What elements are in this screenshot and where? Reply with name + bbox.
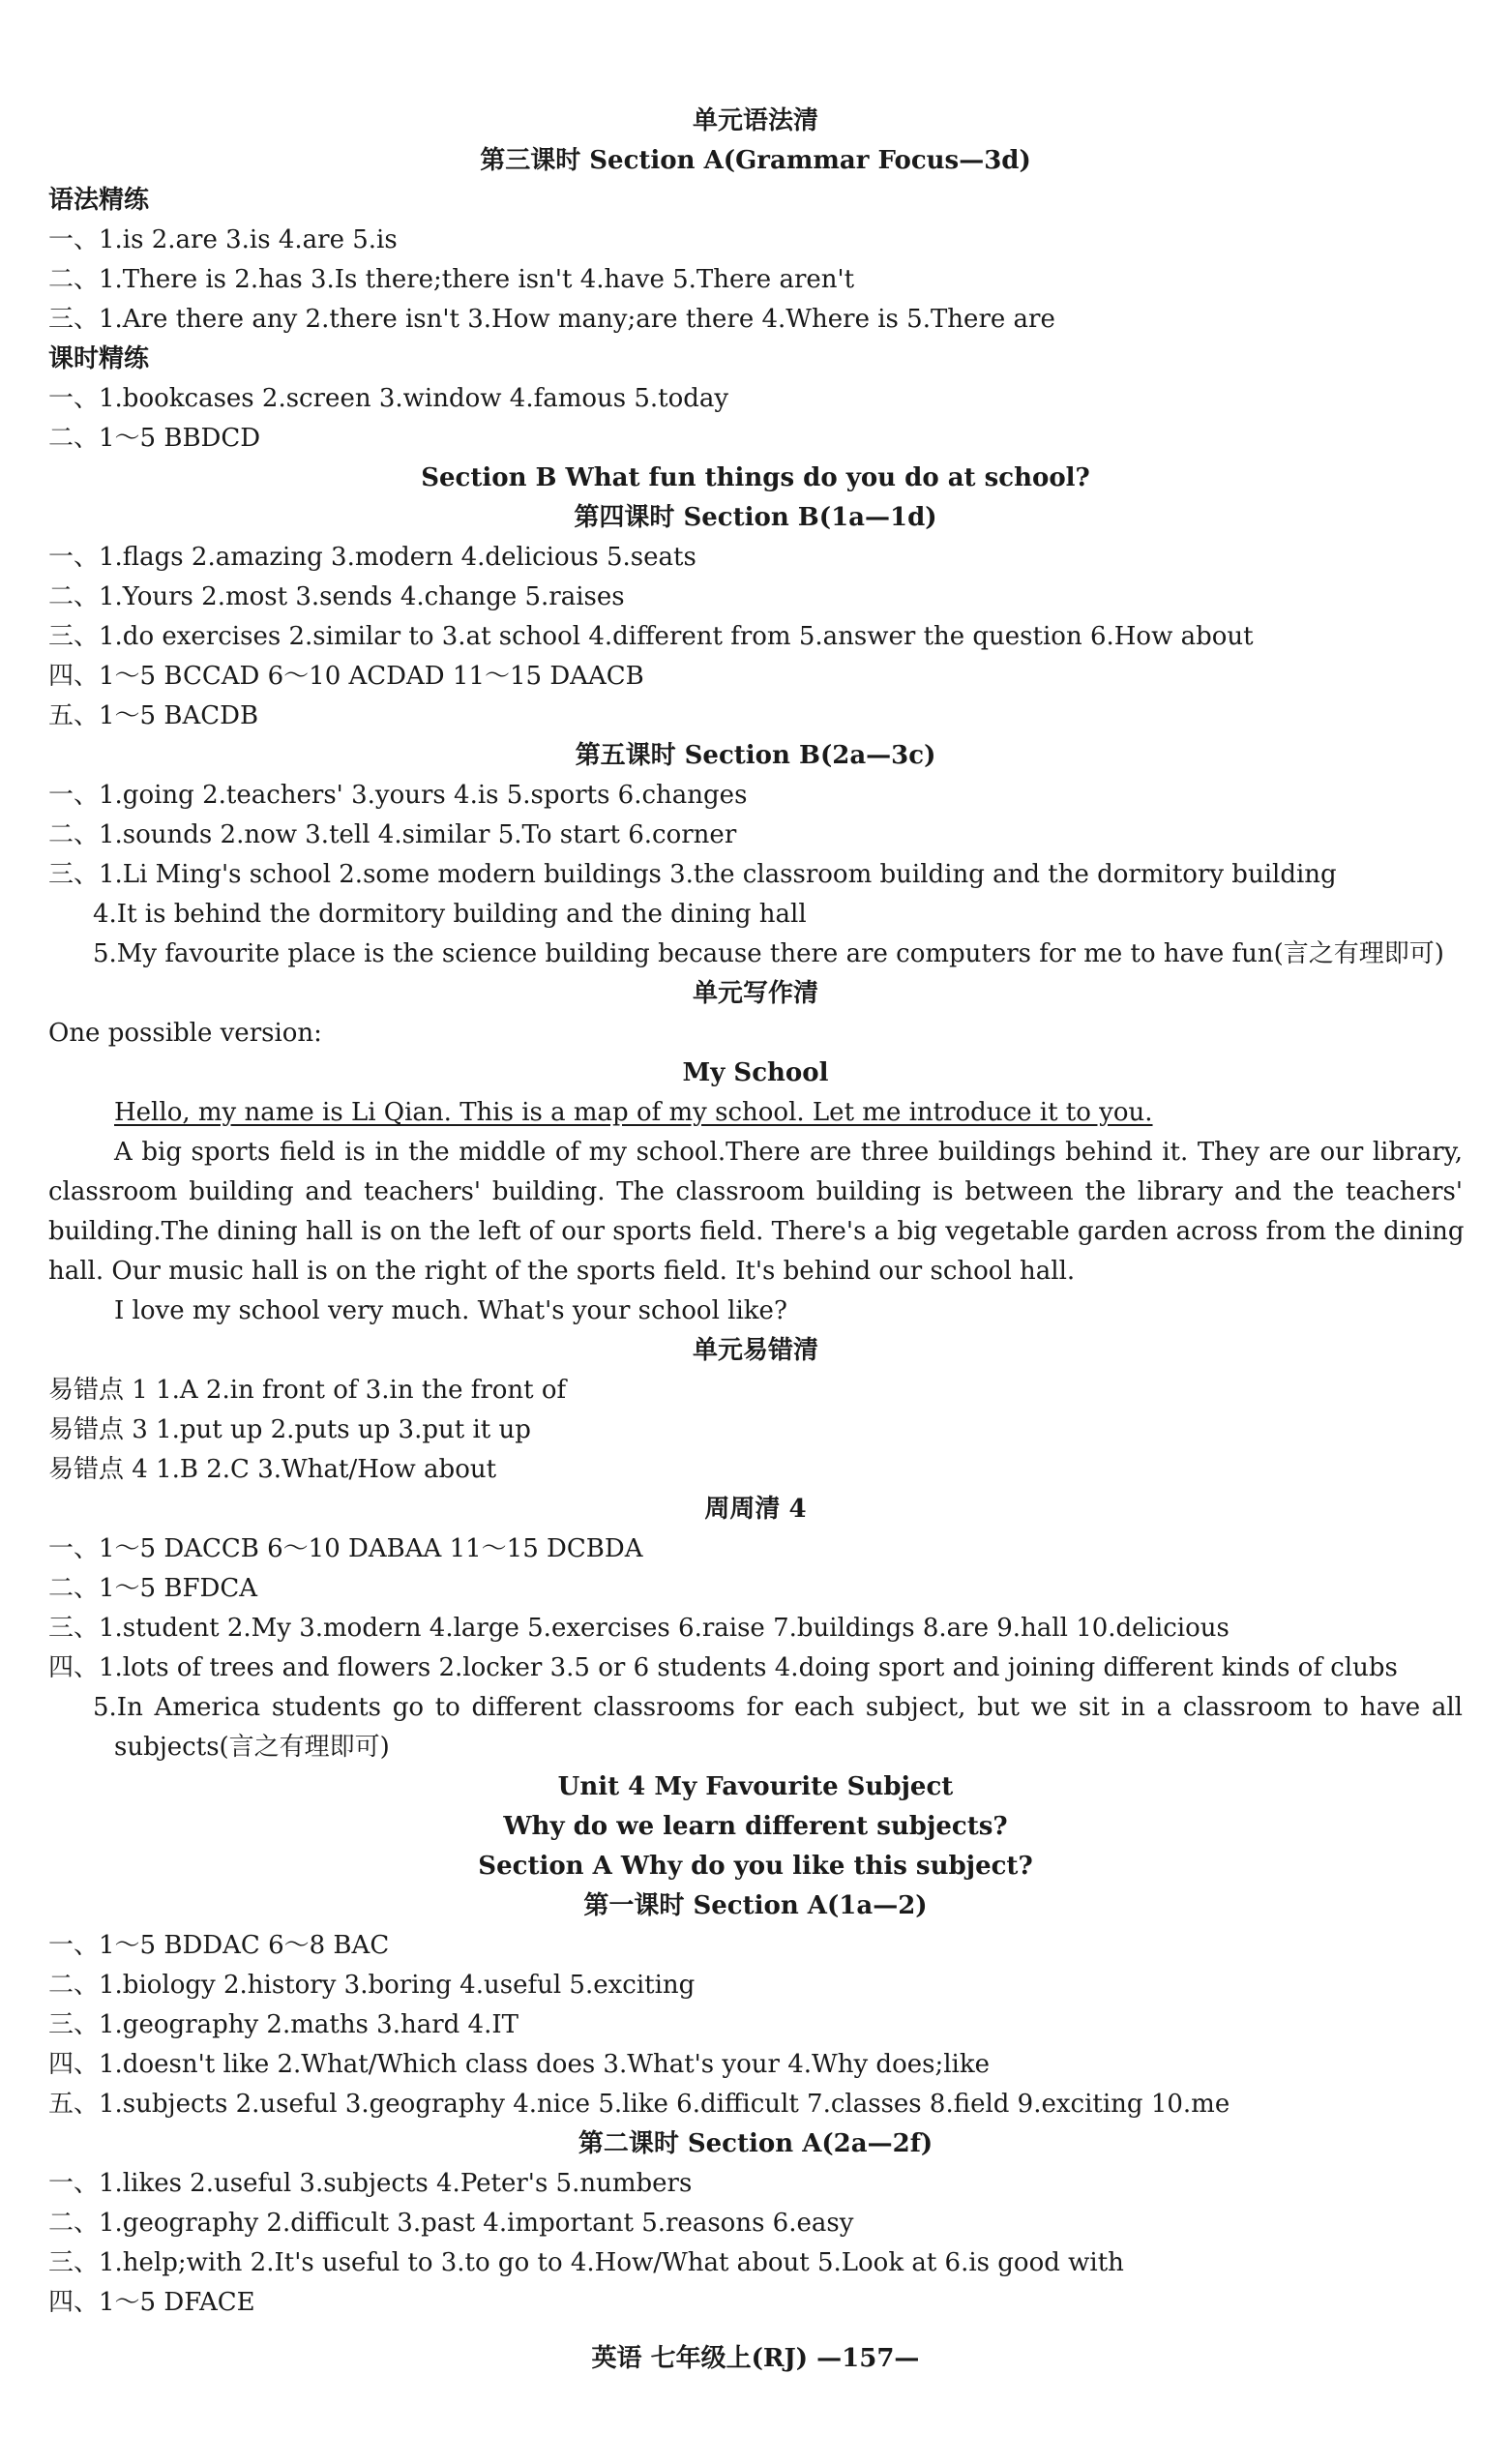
answer-line: 5.In America students go to different classrooms for each subject, but we sit in a classroom to have all [93,1693,1463,1722]
essay-line: A big sports field is in the middle of my school.There are three buildings behind it. They are our library, [114,1138,1463,1167]
unit-4-question: Why do we learn different subjects? [503,1812,1008,1841]
answer-line: 一、1.likes 2.useful 3.subjects 4.Peter's 5.numbers [48,2169,693,2198]
mistake-point-line: 易错点 3 1.put up 2.puts up 3.put it up [48,1415,531,1444]
answer-line: 三、1.student 2.My 3.modern 4.large 5.exercises 6.raise 7.buildings 8.are 9.hall 10.delicious [48,1614,1230,1643]
writing-intro: One possible version: [48,1019,322,1048]
section-a-heading: Section A Why do you like this subject? [478,1852,1033,1881]
essay-line: I love my school very much. What's your school like? [114,1296,787,1325]
essay-line: classroom building and teachers' building. The classroom building is between the library and the teachers' [48,1177,1463,1206]
answer-line: 5.My favourite place is the science building because there are computers for me to have fun(言之有理即可) [93,939,1444,968]
answer-line: 一、1～5 DACCB 6～10 DABAA 11～15 DCBDA [48,1534,643,1563]
mistake-point-line: 易错点 1 1.A 2.in front of 3.in the front of [48,1376,567,1405]
answer-line: 三、1.do exercises 2.similar to 3.at school 4.different from 5.answer the question 6.How about [48,622,1254,651]
answer-line: 二、1.geography 2.difficult 3.past 4.important 5.reasons 6.easy [48,2209,854,2238]
answer-line: 三、1.Are there any 2.there isn't 3.How many;are there 4.Where is 5.There are [48,305,1055,334]
unit-4-title: Unit 4 My Favourite Subject [557,1772,954,1801]
essay-line: hall. Our music hall is on the right of the sports field. It's behind our school hall. [48,1257,1076,1286]
answer-line: 一、1.going 2.teachers' 3.yours 4.is 5.sports 6.changes [48,781,748,810]
answer-line: 二、1.There is 2.has 3.Is there;there isn't 4.have 5.There aren't [48,265,855,294]
answer-line: 一、1～5 BDDAC 6～8 BAC [48,1931,390,1960]
heading-unit-grammar: 单元语法清 [692,106,818,135]
essay-title: My School [682,1058,829,1087]
answer-line: 二、1.sounds 2.now 3.tell 4.similar 5.To start 6.corner [48,820,737,849]
subheading-lesson-practice: 课时精练 [48,344,150,373]
section-b-heading: Section B What fun things do you do at school? [421,463,1090,492]
answer-line: 三、1.Li Ming's school 2.some modern buildings 3.the classroom building and the dormitory building [48,860,1337,889]
answer-line: 四、1～5 DFACE [48,2288,255,2317]
essay-opening-underlined: Hello, my name is Li Qian. This is a map of my school. Let me introduce it to you. [114,1098,1153,1127]
lesson-heading-1: 第一课时 Section A(1a—2) [583,1891,928,1920]
answer-line: 五、1.subjects 2.useful 3.geography 4.nice 5.like 6.difficult 7.classes 8.field 9.exciting 10.me [48,2090,1230,2119]
heading-unit-mistakes: 单元易错清 [692,1336,818,1365]
answer-line: subjects(言之有理即可) [114,1733,390,1762]
heading-unit-writing: 单元写作清 [692,979,818,1008]
answer-line: 四、1.lots of trees and flowers 2.locker 3.5 or 6 students 4.doing sport and joining different kinds of clubs [48,1653,1398,1682]
answer-line: 一、1.is 2.are 3.is 4.are 5.is [48,225,398,254]
essay-line: building.The dining hall is on the left of our sports field. There's a big vegetable garden across from the dining [48,1217,1465,1246]
lesson-heading-3: 第三课时 Section A(Grammar Focus—3d) [480,146,1031,175]
subheading-grammar-practice: 语法精练 [48,186,150,215]
page-footer: 英语 七年级上(RJ) —157— [591,2344,920,2373]
answer-line: 一、1.bookcases 2.screen 3.window 4.famous 5.today [48,384,729,413]
lesson-heading-2: 第二课时 Section A(2a—2f) [578,2129,933,2158]
lesson-heading-4: 第四课时 Section B(1a—1d) [574,503,937,532]
answer-line: 二、1～5 BFDCA [48,1574,258,1603]
mistake-point-line: 易错点 4 1.B 2.C 3.What/How about [48,1455,497,1484]
answer-line: 四、1～5 BCCAD 6～10 ACDAD 11～15 DAACB [48,662,644,691]
answer-line: 二、1.Yours 2.most 3.sends 4.change 5.raises [48,582,625,611]
answer-line: 4.It is behind the dormitory building and the dining hall [93,900,807,929]
answer-line: 二、1～5 BBDCD [48,424,261,453]
answer-line: 四、1.doesn't like 2.What/Which class does 3.What's your 4.Why does;like [48,2050,990,2079]
answer-line: 三、1.help;with 2.It's useful to 3.to go to 4.How/What about 5.Look at 6.is good with [48,2248,1124,2277]
answer-line: 二、1.biology 2.history 3.boring 4.useful 5.exciting [48,1971,696,2000]
heading-weekly-check: 周周清 4 [704,1495,807,1524]
answer-line: 三、1.geography 2.maths 3.hard 4.IT [48,2010,518,2039]
answer-line: 五、1～5 BACDB [48,701,259,730]
lesson-heading-5: 第五课时 Section B(2a—3c) [575,741,936,770]
answer-line: 一、1.flags 2.amazing 3.modern 4.delicious 5.seats [48,543,696,572]
